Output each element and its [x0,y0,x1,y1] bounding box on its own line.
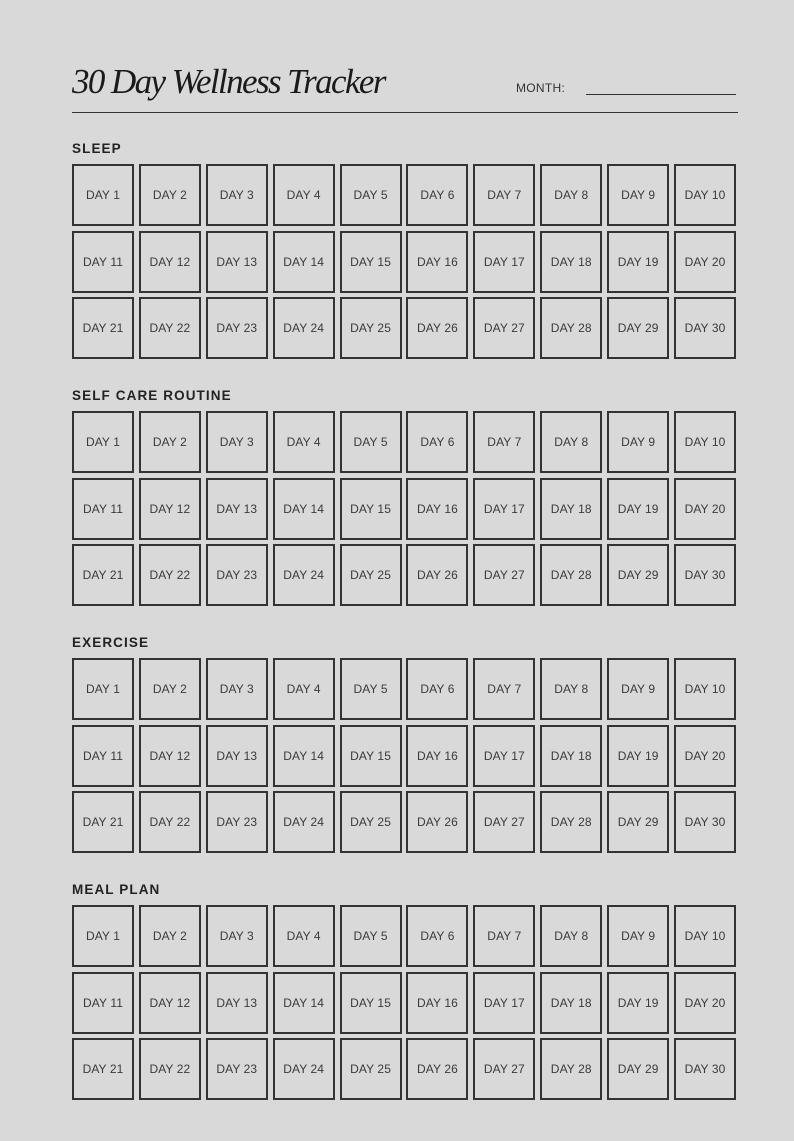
day-box[interactable]: DAY 27 [473,544,535,606]
day-box[interactable]: DAY 22 [139,1038,201,1100]
day-box[interactable]: DAY 30 [674,791,736,853]
day-box[interactable]: DAY 23 [206,1038,268,1100]
day-box[interactable]: DAY 29 [607,544,669,606]
day-box[interactable]: DAY 11 [72,725,134,787]
day-box[interactable]: DAY 23 [206,791,268,853]
day-box[interactable]: DAY 17 [473,478,535,540]
day-box[interactable]: DAY 7 [473,658,535,720]
day-box[interactable]: DAY 19 [607,725,669,787]
day-box[interactable]: DAY 28 [540,297,602,359]
day-box[interactable]: DAY 1 [72,411,134,473]
day-box[interactable]: DAY 5 [340,411,402,473]
day-box[interactable]: DAY 14 [273,725,335,787]
day-box[interactable]: DAY 9 [607,411,669,473]
day-box[interactable]: DAY 3 [206,658,268,720]
day-box[interactable]: DAY 6 [406,658,468,720]
day-box[interactable]: DAY 25 [340,1038,402,1100]
day-box[interactable]: DAY 13 [206,478,268,540]
day-box[interactable]: DAY 18 [540,478,602,540]
day-box[interactable]: DAY 24 [273,297,335,359]
day-box[interactable]: DAY 4 [273,164,335,226]
day-box[interactable]: DAY 19 [607,478,669,540]
day-box[interactable]: DAY 20 [674,231,736,293]
month-field [516,80,738,96]
day-box[interactable]: DAY 4 [273,411,335,473]
day-box[interactable]: DAY 22 [139,544,201,606]
day-box[interactable]: DAY 21 [72,791,134,853]
day-box[interactable]: DAY 25 [340,297,402,359]
day-box[interactable]: DAY 12 [139,478,201,540]
day-box[interactable]: DAY 29 [607,297,669,359]
tracker-page [72,58,738,1100]
day-box[interactable]: DAY 13 [206,231,268,293]
day-box[interactable]: DAY 10 [674,658,736,720]
day-box[interactable]: DAY 14 [273,231,335,293]
day-box[interactable]: DAY 15 [340,972,402,1034]
day-box[interactable]: DAY 17 [473,972,535,1034]
day-box[interactable]: DAY 14 [273,972,335,1034]
day-box[interactable]: DAY 24 [273,1038,335,1100]
day-box[interactable]: DAY 8 [540,164,602,226]
day-box[interactable]: DAY 6 [406,905,468,967]
day-box[interactable]: DAY 1 [72,905,134,967]
section-title: MEAL PLAN [72,882,161,897]
day-box[interactable]: DAY 21 [72,1038,134,1100]
day-box[interactable]: DAY 26 [406,297,468,359]
day-grid [72,164,738,359]
day-box[interactable]: DAY 10 [674,905,736,967]
day-box[interactable]: DAY 1 [72,164,134,226]
day-box[interactable]: DAY 5 [340,164,402,226]
day-box[interactable]: DAY 30 [674,544,736,606]
day-box[interactable]: DAY 12 [139,231,201,293]
day-box[interactable]: DAY 23 [206,544,268,606]
day-box[interactable]: DAY 12 [139,725,201,787]
day-box[interactable]: DAY 10 [674,411,736,473]
day-box[interactable]: DAY 13 [206,972,268,1034]
day-box[interactable]: DAY 20 [674,972,736,1034]
day-box[interactable]: DAY 8 [540,658,602,720]
day-box[interactable]: DAY 25 [340,544,402,606]
day-box[interactable]: DAY 28 [540,791,602,853]
day-box[interactable]: DAY 2 [139,658,201,720]
day-box[interactable]: DAY 18 [540,231,602,293]
day-box[interactable]: DAY 9 [607,164,669,226]
day-box[interactable]: DAY 13 [206,725,268,787]
day-box[interactable]: DAY 11 [72,478,134,540]
page-title: 30 Day Wellness Tracker [72,62,385,101]
section-title: EXERCISE [72,635,150,650]
day-box[interactable]: DAY 24 [273,791,335,853]
day-box[interactable]: DAY 26 [406,791,468,853]
day-box[interactable]: DAY 21 [72,297,134,359]
day-box[interactable]: DAY 2 [139,411,201,473]
day-box[interactable]: DAY 6 [406,411,468,473]
day-box[interactable]: DAY 26 [406,544,468,606]
day-box[interactable]: DAY 28 [540,1038,602,1100]
day-box[interactable]: DAY 29 [607,791,669,853]
sections-container [72,142,738,1100]
page-header [72,58,738,113]
day-box[interactable]: DAY 29 [607,1038,669,1100]
day-box[interactable]: DAY 22 [139,791,201,853]
section-meal-plan [72,883,738,1100]
day-box[interactable]: DAY 3 [206,164,268,226]
day-box[interactable]: DAY 16 [406,972,468,1034]
day-box[interactable]: DAY 3 [206,411,268,473]
day-box[interactable]: DAY 8 [540,411,602,473]
day-box[interactable]: DAY 10 [674,164,736,226]
day-box[interactable]: DAY 7 [473,164,535,226]
day-box[interactable]: DAY 3 [206,905,268,967]
day-box[interactable]: DAY 25 [340,791,402,853]
day-box[interactable]: DAY 6 [406,164,468,226]
section-sleep [72,142,738,359]
day-box[interactable]: DAY 19 [607,972,669,1034]
day-box[interactable]: DAY 7 [473,411,535,473]
day-grid [72,411,738,606]
day-box[interactable]: DAY 27 [473,791,535,853]
day-grid [72,658,738,853]
day-box[interactable]: DAY 5 [340,905,402,967]
day-box[interactable]: DAY 16 [406,231,468,293]
month-label: MONTH: [516,81,566,95]
day-box[interactable]: DAY 21 [72,544,134,606]
day-box[interactable]: DAY 2 [139,905,201,967]
section-title: SELF CARE ROUTINE [72,388,232,403]
day-box[interactable]: DAY 12 [139,972,201,1034]
day-box[interactable]: DAY 20 [674,725,736,787]
day-box[interactable]: DAY 8 [540,905,602,967]
day-box[interactable]: DAY 26 [406,1038,468,1100]
day-box[interactable]: DAY 18 [540,972,602,1034]
day-box[interactable]: DAY 4 [273,658,335,720]
day-box[interactable]: DAY 7 [473,905,535,967]
day-box[interactable]: DAY 15 [340,478,402,540]
day-box[interactable]: DAY 11 [72,972,134,1034]
day-box[interactable]: DAY 15 [340,725,402,787]
day-box[interactable]: DAY 27 [473,297,535,359]
day-box[interactable]: DAY 9 [607,905,669,967]
day-box[interactable]: DAY 9 [607,658,669,720]
day-box[interactable]: DAY 17 [473,725,535,787]
section-title: SLEEP [72,141,122,156]
day-box[interactable]: DAY 19 [607,231,669,293]
day-box[interactable]: DAY 4 [273,905,335,967]
day-box[interactable]: DAY 28 [540,544,602,606]
day-box[interactable]: DAY 1 [72,658,134,720]
day-box[interactable]: DAY 24 [273,544,335,606]
day-box[interactable]: DAY 16 [406,478,468,540]
day-box[interactable]: DAY 30 [674,1038,736,1100]
day-box[interactable]: DAY 23 [206,297,268,359]
day-box[interactable]: DAY 15 [340,231,402,293]
day-box[interactable]: DAY 30 [674,297,736,359]
day-box[interactable]: DAY 18 [540,725,602,787]
day-box[interactable]: DAY 11 [72,231,134,293]
day-box[interactable]: DAY 27 [473,1038,535,1100]
day-box[interactable]: DAY 17 [473,231,535,293]
section-self-care-routine [72,389,738,606]
month-blank-line[interactable] [586,94,736,95]
day-box[interactable]: DAY 2 [139,164,201,226]
day-box[interactable]: DAY 16 [406,725,468,787]
day-box[interactable]: DAY 14 [273,478,335,540]
day-box[interactable]: DAY 5 [340,658,402,720]
day-box[interactable]: DAY 22 [139,297,201,359]
section-exercise [72,636,738,853]
day-box[interactable]: DAY 20 [674,478,736,540]
day-grid [72,905,738,1100]
